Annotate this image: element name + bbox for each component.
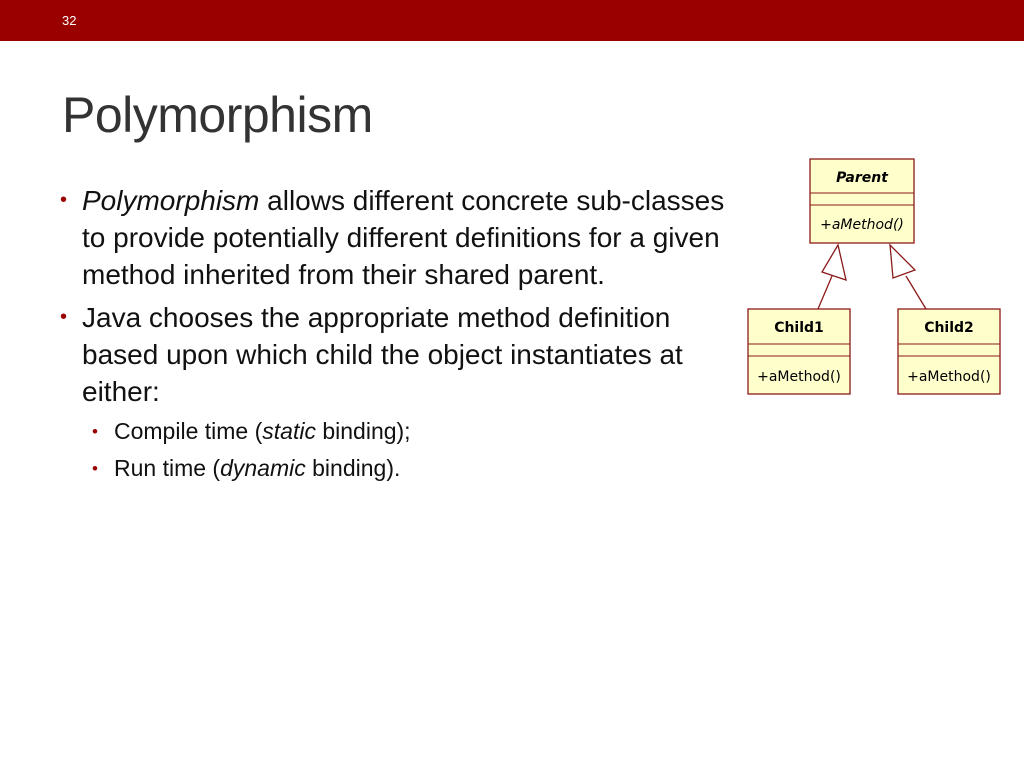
term-static: static: [262, 418, 316, 444]
bullet-dot-icon: •: [60, 306, 68, 328]
child2-method: +aMethod(): [907, 369, 991, 385]
subbullet-text: Run time (: [114, 455, 221, 481]
parent-method: +aMethod(): [820, 217, 904, 233]
slide-title: Polymorphism: [62, 87, 373, 143]
bullet-text: allows different concrete sub-classes to provide potentially different definitions for a given method inherited from their shared parent.: [82, 185, 725, 290]
term-dynamic: dynamic: [220, 455, 306, 481]
uml-class-parent: [810, 159, 914, 243]
inheritance-arrow-child2: [890, 245, 926, 309]
parent-class-name: Parent: [836, 170, 888, 186]
subbullet-text: binding);: [315, 418, 411, 444]
bullet-dot-icon: •: [60, 189, 68, 211]
subbullet-text: binding).: [305, 455, 401, 481]
slide-number: 32: [62, 13, 77, 28]
subbullet-text: Compile time (: [114, 418, 263, 444]
bullet-dot-icon: •: [92, 459, 98, 478]
uml-class-child1: [748, 309, 850, 394]
bullet-dot-icon: •: [92, 422, 98, 441]
uml-class-child2: [898, 309, 1000, 394]
term-polymorphism: Polymorphism: [82, 185, 260, 216]
child2-class-name: Child2: [924, 320, 974, 336]
child1-method: +aMethod(): [757, 369, 841, 385]
bullet-text: Java chooses the appropriate method definition based upon which child the object instantiates at either:: [82, 302, 683, 407]
child1-class-name: Child1: [774, 320, 824, 336]
inheritance-arrow-child1: [818, 245, 846, 309]
